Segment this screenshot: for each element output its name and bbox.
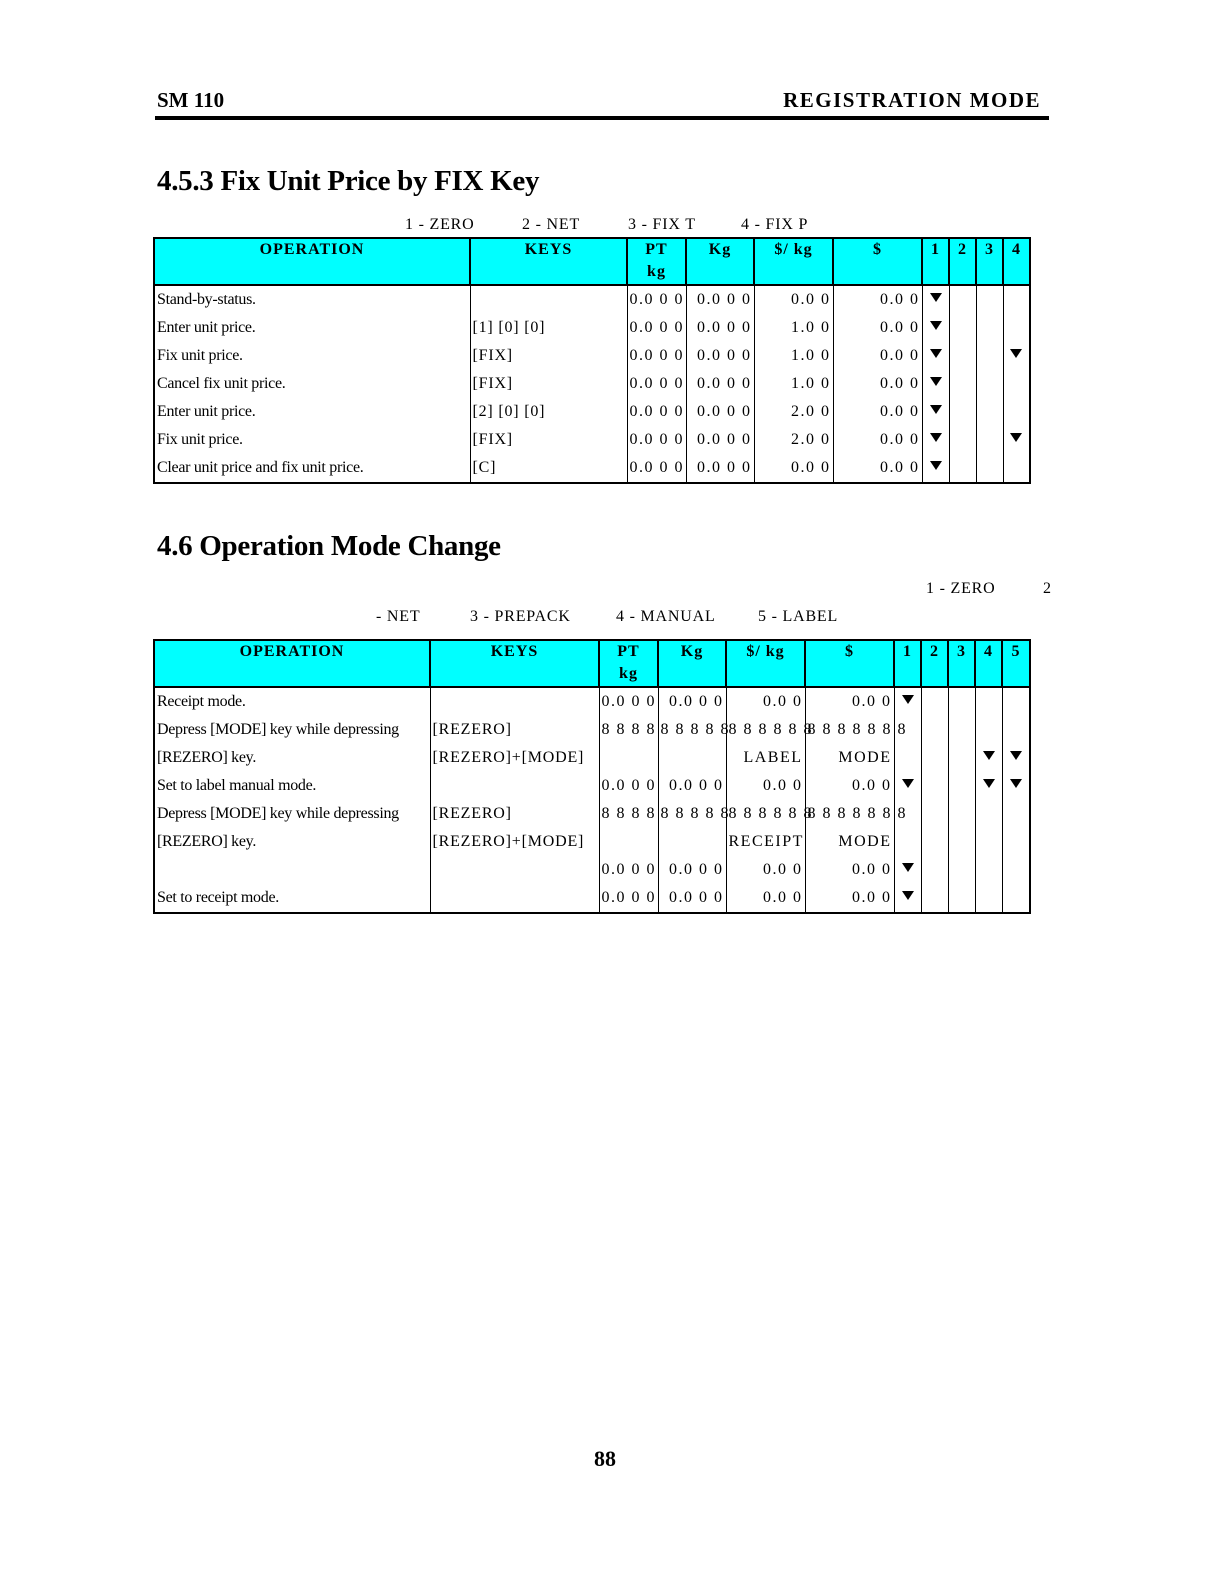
col-pt: PT kg: [599, 640, 658, 687]
indicator-cell-5: [1002, 716, 1030, 744]
indicator-cell-2: [921, 856, 948, 884]
col-kg: Kg: [686, 238, 754, 285]
table-row: [154, 426, 1030, 454]
col-kg: Kg: [658, 640, 726, 687]
amount-cell: 0.0 0: [833, 342, 922, 370]
col-keys: KEYS: [430, 640, 599, 687]
amount-cell: 0.0 0: [833, 398, 922, 426]
indicator-cell-3: [948, 687, 975, 716]
legend-item: 2: [1043, 580, 1052, 597]
indicator-cell-1: [922, 454, 949, 483]
table-header-row: [154, 640, 1030, 687]
operation-cell: [REZERO] key.: [154, 744, 430, 772]
pt-cell: 0.0 0 0: [627, 454, 686, 483]
indicator-triangle-icon: [930, 349, 942, 358]
operation-cell: Enter unit price.: [154, 314, 470, 342]
keys-cell: [430, 884, 599, 913]
indicator-cell-2: [921, 687, 948, 716]
per-kg-cell: 0.0 0: [726, 884, 805, 913]
per-kg-cell: 0.0 0: [754, 454, 833, 483]
indicator-cell-2: [949, 454, 976, 483]
indicator-cell-5: [1002, 687, 1030, 716]
indicator-triangle-icon: [930, 405, 942, 414]
indicator-cell-3: [948, 744, 975, 772]
indicator-cell-3: [948, 828, 975, 856]
indicator-cell-4: [975, 716, 1002, 744]
keys-cell: [C]: [470, 454, 627, 483]
pt-cell: 0.0 0 0: [599, 884, 658, 913]
legend-item: 5 - LABEL: [758, 608, 839, 625]
per-kg-cell: 0.0 0: [726, 687, 805, 716]
per-kg-cell: 1.0 0: [754, 342, 833, 370]
col-keys: KEYS: [470, 238, 627, 285]
indicator-cell-1: [922, 370, 949, 398]
legend-item: 1 - ZERO: [405, 216, 475, 233]
per-kg-cell: 2.0 0: [754, 426, 833, 454]
indicator-cell-1: [922, 398, 949, 426]
table-row: [154, 370, 1030, 398]
indicator-cell-5: [1002, 744, 1030, 772]
indicator-cell-2: [921, 716, 948, 744]
table-row: [154, 884, 1030, 913]
indicator-cell-2: [949, 426, 976, 454]
per-kg-cell: LABEL: [726, 744, 805, 772]
legend-item: 3 - FIX T: [628, 216, 696, 233]
kg-cell: 0.0 0 0: [686, 285, 754, 314]
per-kg-cell: 0.0 0: [754, 285, 833, 314]
indicator-triangle-icon: [930, 321, 942, 330]
table-row: [154, 772, 1030, 800]
operation-cell: Fix unit price.: [154, 342, 470, 370]
col-ind-2: 2: [949, 238, 976, 285]
indicator-cell-5: [1002, 828, 1030, 856]
keys-cell: [430, 772, 599, 800]
pt-cell: [599, 744, 658, 772]
amount-cell: 8 8 8 8 8 8 8: [805, 716, 894, 744]
indicator-cell-1: [894, 772, 921, 800]
keys-cell: [FIX]: [470, 342, 627, 370]
indicator-triangle-icon: [930, 433, 942, 442]
indicator-cell-4: [1003, 398, 1030, 426]
amount-cell: MODE: [805, 828, 894, 856]
col-ind-4: 4: [1003, 238, 1030, 285]
keys-cell: [REZERO]+[MODE]: [430, 744, 599, 772]
table-row: [154, 454, 1030, 483]
indicator-triangle-icon: [902, 863, 914, 872]
table-row: [154, 716, 1030, 744]
per-kg-cell: 1.0 0: [754, 314, 833, 342]
indicator-cell-4: [1003, 314, 1030, 342]
keys-cell: [FIX]: [470, 370, 627, 398]
indicator-cell-1: [894, 828, 921, 856]
legend-item: 4 - MANUAL: [616, 608, 716, 625]
indicator-cell-4: [1003, 370, 1030, 398]
kg-cell: 0.0 0 0: [686, 454, 754, 483]
kg-cell: 8 8 8 8 8: [658, 716, 726, 744]
indicator-cell-3: [976, 454, 1003, 483]
keys-cell: [FIX]: [470, 426, 627, 454]
indicator-triangle-icon: [1010, 751, 1022, 760]
indicator-triangle-icon: [930, 461, 942, 470]
indicator-cell-1: [922, 314, 949, 342]
table-row: [154, 687, 1030, 716]
operation-cell: Enter unit price.: [154, 398, 470, 426]
indicator-cell-3: [976, 426, 1003, 454]
indicator-cell-3: [976, 398, 1003, 426]
per-kg-cell: 0.0 0: [726, 772, 805, 800]
operation-cell: Clear unit price and fix unit price.: [154, 454, 470, 483]
operation-cell: [REZERO] key.: [154, 828, 430, 856]
indicator-cell-3: [976, 342, 1003, 370]
kg-cell: 0.0 0 0: [686, 426, 754, 454]
indicator-cell-1: [894, 687, 921, 716]
indicator-triangle-icon: [930, 377, 942, 386]
table-row: [154, 800, 1030, 828]
table-header-row: [154, 238, 1030, 285]
header-product: SM 110: [157, 88, 225, 112]
keys-cell: [430, 687, 599, 716]
indicator-cell-5: [1002, 856, 1030, 884]
indicator-cell-1: [894, 884, 921, 913]
table-row: [154, 744, 1030, 772]
indicator-cell-5: [1002, 772, 1030, 800]
keys-cell: [1] [0] [0]: [470, 314, 627, 342]
operation-cell: Set to receipt mode.: [154, 884, 430, 913]
legend-item: 1 - ZERO: [926, 580, 996, 597]
indicator-cell-3: [948, 856, 975, 884]
amount-cell: 0.0 0: [833, 454, 922, 483]
amount-cell: 0.0 0: [805, 687, 894, 716]
amount-cell: 0.0 0: [805, 772, 894, 800]
pt-cell: 0.0 0 0: [627, 426, 686, 454]
col-ind-5: 5: [1002, 640, 1030, 687]
pt-cell: 8 8 8 8: [599, 800, 658, 828]
indicator-cell-3: [976, 370, 1003, 398]
section-title: 4.6 Operation Mode Change: [157, 530, 501, 562]
pt-cell: 0.0 0 0: [627, 314, 686, 342]
col-per-kg: $/ kg: [726, 640, 805, 687]
indicator-cell-4: [975, 744, 1002, 772]
operation-cell: Fix unit price.: [154, 426, 470, 454]
legend-item: - NET: [376, 608, 421, 625]
indicator-cell-1: [922, 342, 949, 370]
table-row: [154, 314, 1030, 342]
indicator-triangle-icon: [1010, 433, 1022, 442]
col-ind-1: 1: [922, 238, 949, 285]
legend-item: 2 - NET: [522, 216, 581, 233]
kg-cell: [658, 828, 726, 856]
table-row: [154, 342, 1030, 370]
amount-cell: 0.0 0: [833, 370, 922, 398]
pt-cell: 0.0 0 0: [627, 398, 686, 426]
page-number: 88: [594, 1446, 616, 1471]
table-row: [154, 285, 1030, 314]
indicator-cell-4: [1003, 426, 1030, 454]
table-row: [154, 398, 1030, 426]
pt-cell: 0.0 0 0: [599, 772, 658, 800]
legend-item: 4 - FIX P: [741, 216, 809, 233]
amount-cell: 8 8 8 8 8 8 8: [805, 800, 894, 828]
kg-cell: 0.0 0 0: [686, 314, 754, 342]
indicator-triangle-icon: [1010, 779, 1022, 788]
operation-cell: Set to label manual mode.: [154, 772, 430, 800]
indicator-cell-2: [949, 342, 976, 370]
kg-cell: 0.0 0 0: [686, 398, 754, 426]
indicator-triangle-icon: [983, 779, 995, 788]
pt-cell: 0.0 0 0: [599, 687, 658, 716]
per-kg-cell: RECEIPT: [726, 828, 805, 856]
indicator-cell-2: [921, 800, 948, 828]
operation-cell: Receipt mode.: [154, 687, 430, 716]
kg-cell: [658, 744, 726, 772]
keys-cell: [470, 285, 627, 314]
per-kg-cell: 8 8 8 8 8 8: [726, 800, 805, 828]
indicator-cell-4: [975, 800, 1002, 828]
col-ind-1: 1: [894, 640, 921, 687]
indicator-cell-4: [975, 772, 1002, 800]
operation-mode-table: [153, 639, 1031, 914]
amount-cell: 0.0 0: [833, 285, 922, 314]
indicator-cell-2: [949, 370, 976, 398]
indicator-cell-3: [948, 772, 975, 800]
indicator-triangle-icon: [983, 751, 995, 760]
amount-cell: 0.0 0: [805, 884, 894, 913]
indicator-cell-2: [921, 772, 948, 800]
kg-cell: 0.0 0 0: [658, 687, 726, 716]
indicator-cell-3: [948, 800, 975, 828]
legend-item: 3 - PREPACK: [470, 608, 571, 625]
fix-unit-price-table: [153, 237, 1031, 484]
operation-cell: Stand-by-status.: [154, 285, 470, 314]
table-row: [154, 856, 1030, 884]
col-ind-2: 2: [921, 640, 948, 687]
indicator-cell-4: [975, 856, 1002, 884]
section-title: 4.5.3 Fix Unit Price by FIX Key: [157, 165, 540, 197]
col-ind-3: 3: [976, 238, 1003, 285]
amount-cell: MODE: [805, 744, 894, 772]
indicator-cell-2: [921, 828, 948, 856]
indicator-triangle-icon: [902, 779, 914, 788]
pt-cell: 0.0 0 0: [627, 342, 686, 370]
per-kg-cell: 2.0 0: [754, 398, 833, 426]
operation-cell: Depress [MODE] key while depressing: [154, 800, 430, 828]
indicator-cell-3: [948, 716, 975, 744]
amount-cell: 0.0 0: [833, 314, 922, 342]
indicator-triangle-icon: [1010, 349, 1022, 358]
keys-cell: [430, 856, 599, 884]
pt-cell: 0.0 0 0: [627, 370, 686, 398]
per-kg-cell: 8 8 8 8 8 8: [726, 716, 805, 744]
indicator-cell-4: [975, 884, 1002, 913]
pt-cell: 8 8 8 8: [599, 716, 658, 744]
header-rule: [155, 116, 1049, 120]
indicator-cell-2: [921, 884, 948, 913]
header-chapter: REGISTRATION MODE: [783, 88, 1041, 112]
kg-cell: 0.0 0 0: [658, 856, 726, 884]
kg-cell: 0.0 0 0: [686, 370, 754, 398]
indicator-cell-3: [948, 884, 975, 913]
indicator-cell-4: [1003, 342, 1030, 370]
per-kg-cell: 1.0 0: [754, 370, 833, 398]
indicator-cell-4: [975, 687, 1002, 716]
indicator-cell-2: [921, 744, 948, 772]
col-pt: PT kg: [627, 238, 686, 285]
indicator-cell-3: [976, 285, 1003, 314]
indicator-cell-1: [894, 856, 921, 884]
kg-cell: 0.0 0 0: [658, 884, 726, 913]
operation-cell: Depress [MODE] key while depressing: [154, 716, 430, 744]
col-operation: OPERATION: [154, 640, 430, 687]
pt-cell: 0.0 0 0: [599, 856, 658, 884]
indicator-cell-4: [1003, 454, 1030, 483]
pt-cell: 0.0 0 0: [627, 285, 686, 314]
indicator-cell-1: [922, 285, 949, 314]
indicator-triangle-icon: [902, 891, 914, 900]
kg-cell: 0.0 0 0: [686, 342, 754, 370]
col-amount: $: [805, 640, 894, 687]
amount-cell: 0.0 0: [805, 856, 894, 884]
col-per-kg: $/ kg: [754, 238, 833, 285]
col-amount: $: [833, 238, 922, 285]
indicator-triangle-icon: [930, 293, 942, 302]
indicator-triangle-icon: [902, 695, 914, 704]
pt-cell: [599, 828, 658, 856]
indicator-cell-4: [975, 828, 1002, 856]
indicator-cell-1: [894, 744, 921, 772]
indicator-cell-2: [949, 285, 976, 314]
indicator-cell-5: [1002, 800, 1030, 828]
kg-cell: 0.0 0 0: [658, 772, 726, 800]
per-kg-cell: 0.0 0: [726, 856, 805, 884]
indicator-cell-5: [1002, 884, 1030, 913]
col-operation: OPERATION: [154, 238, 470, 285]
indicator-cell-3: [976, 314, 1003, 342]
table-row: [154, 828, 1030, 856]
keys-cell: [REZERO]: [430, 716, 599, 744]
col-ind-3: 3: [948, 640, 975, 687]
indicator-cell-1: [922, 426, 949, 454]
indicator-cell-2: [949, 314, 976, 342]
col-ind-4: 4: [975, 640, 1002, 687]
indicator-cell-2: [949, 398, 976, 426]
operation-cell: [154, 856, 430, 884]
operation-cell: Cancel fix unit price.: [154, 370, 470, 398]
kg-cell: 8 8 8 8 8: [658, 800, 726, 828]
amount-cell: 0.0 0: [833, 426, 922, 454]
keys-cell: [REZERO]+[MODE]: [430, 828, 599, 856]
keys-cell: [REZERO]: [430, 800, 599, 828]
indicator-cell-4: [1003, 285, 1030, 314]
keys-cell: [2] [0] [0]: [470, 398, 627, 426]
